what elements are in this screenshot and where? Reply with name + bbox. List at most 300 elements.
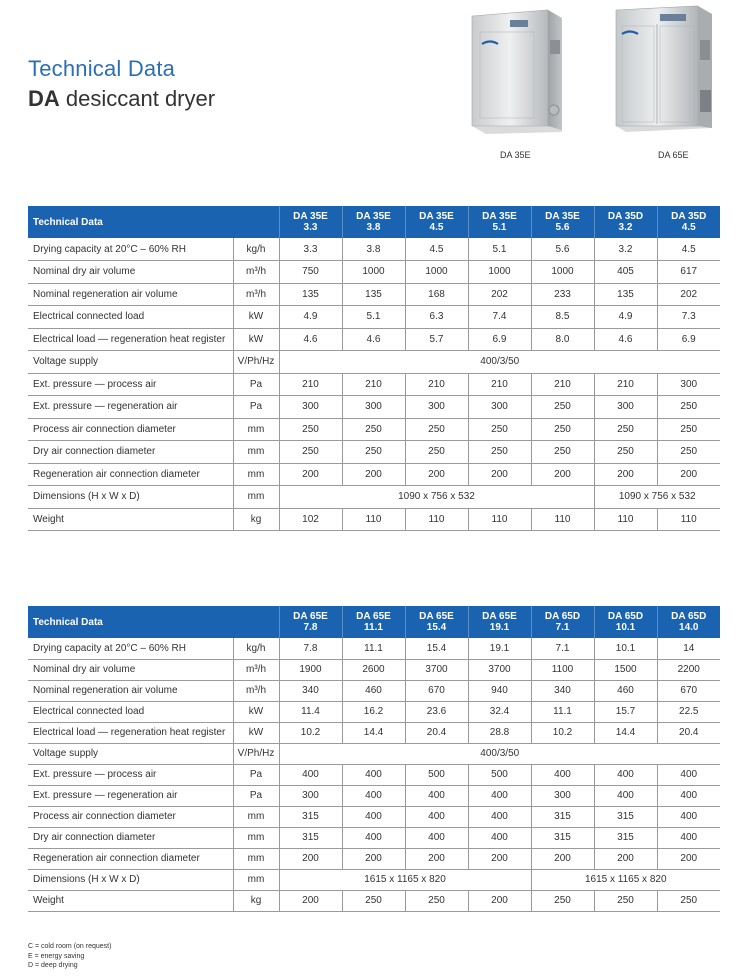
- value-cell: 110: [657, 508, 720, 531]
- product-image-da65e: [612, 4, 720, 166]
- table-row: [28, 680, 720, 701]
- footnotes: [28, 942, 111, 971]
- parameter-label: Electrical connected load: [28, 306, 233, 329]
- value-cell: 200: [279, 848, 342, 869]
- value-cell: 1000: [342, 261, 405, 284]
- value-cell: 400: [594, 785, 657, 806]
- value-cell: 4.6: [279, 328, 342, 351]
- table-row: [28, 869, 720, 890]
- column-header: [405, 206, 468, 238]
- unit-cell: m³/h: [233, 659, 279, 680]
- parameter-label: Dimensions (H x W x D): [28, 869, 233, 890]
- value-cell: 400: [657, 785, 720, 806]
- value-cell: 4.6: [342, 328, 405, 351]
- value-cell: 202: [657, 283, 720, 306]
- parameter-label: Dry air connection diameter: [28, 827, 233, 848]
- table-row: [28, 638, 720, 659]
- value-cell: 210: [594, 373, 657, 396]
- value-cell: 200: [468, 463, 531, 486]
- column-variant: 3.8: [366, 222, 381, 233]
- value-cell: 28.8: [468, 722, 531, 743]
- value-cell: 940: [468, 680, 531, 701]
- table-row: [28, 722, 720, 743]
- parameter-label: Process air connection diameter: [28, 806, 233, 827]
- page-title: Technical Data: [28, 56, 176, 81]
- unit-cell: kW: [233, 328, 279, 351]
- parameter-label: Weight: [28, 508, 233, 531]
- value-cell: 315: [594, 827, 657, 848]
- column-header: [342, 206, 405, 238]
- value-cell: 460: [342, 680, 405, 701]
- unit-cell: mm: [233, 463, 279, 486]
- unit-cell: Pa: [233, 785, 279, 806]
- table-row: [28, 785, 720, 806]
- parameter-label: Nominal regeneration air volume: [28, 283, 233, 306]
- value-cell: 200: [657, 848, 720, 869]
- column-header: [279, 206, 342, 238]
- product-label: DA 35E: [500, 150, 531, 160]
- value-cell: 16.2: [342, 701, 405, 722]
- unit-cell: Pa: [233, 396, 279, 419]
- value-cell: 250: [531, 396, 594, 419]
- table-row: [28, 261, 720, 284]
- value-cell: 405: [594, 261, 657, 284]
- value-cell: 8.0: [531, 328, 594, 351]
- value-cell: 400: [468, 806, 531, 827]
- value-cell: 11.1: [531, 701, 594, 722]
- value-cell: 300: [279, 396, 342, 419]
- value-cell: 6.9: [468, 328, 531, 351]
- value-cell: 400: [468, 827, 531, 848]
- value-cell: 202: [468, 283, 531, 306]
- table-row: [28, 463, 720, 486]
- value-cell: 135: [342, 283, 405, 306]
- column-variant: 15.4: [426, 622, 447, 633]
- value-cell: 15.7: [594, 701, 657, 722]
- parameter-label: Weight: [28, 890, 233, 911]
- footnote: E = energy saving: [28, 952, 85, 960]
- column-model: DA 35E: [482, 211, 517, 222]
- value-cell: 400: [342, 806, 405, 827]
- value-cell: 200: [279, 463, 342, 486]
- value-cell: 315: [594, 806, 657, 827]
- value-cell: 210: [405, 373, 468, 396]
- value-cell: 250: [594, 418, 657, 441]
- unit-cell: kW: [233, 306, 279, 329]
- value-cell: 340: [279, 680, 342, 701]
- unit-cell: kg/h: [233, 238, 279, 261]
- value-cell: 400: [405, 806, 468, 827]
- table-row: [28, 743, 720, 764]
- table-row: [28, 238, 720, 261]
- value-cell: 168: [405, 283, 468, 306]
- value-cell: 2600: [342, 659, 405, 680]
- value-cell: 4.5: [405, 238, 468, 261]
- value-cell: 200: [657, 463, 720, 486]
- column-variant: 5.1: [492, 222, 507, 233]
- value-cell: 1000: [531, 261, 594, 284]
- value-cell: 20.4: [657, 722, 720, 743]
- value-cell: 20.4: [405, 722, 468, 743]
- value-cell: 250: [468, 418, 531, 441]
- column-variant: 10.1: [615, 622, 636, 633]
- value-cell: 5.1: [468, 238, 531, 261]
- value-cell: 4.9: [594, 306, 657, 329]
- value-cell: 11.1: [342, 638, 405, 659]
- value-cell: 400: [405, 827, 468, 848]
- parameter-label: Ext. pressure — regeneration air: [28, 396, 233, 419]
- product-label: DA 65E: [658, 150, 689, 160]
- value-cell: 210: [531, 373, 594, 396]
- value-cell: 135: [594, 283, 657, 306]
- parameter-label: Electrical load — regeneration heat register: [28, 722, 233, 743]
- parameter-label: Dimensions (H x W x D): [28, 486, 233, 509]
- parameter-label: Ext. pressure — process air: [28, 373, 233, 396]
- value-cell: 10.2: [531, 722, 594, 743]
- column-model: DA 35E: [419, 211, 454, 222]
- value-cell: 3.8: [342, 238, 405, 261]
- value-cell: 3700: [405, 659, 468, 680]
- unit-cell: Pa: [233, 373, 279, 396]
- table-header-row: [28, 606, 720, 638]
- table-row: [28, 486, 720, 509]
- value-cell: 300: [594, 396, 657, 419]
- parameter-label: Regeneration air connection diameter: [28, 463, 233, 486]
- value-cell: 670: [405, 680, 468, 701]
- table-row: [28, 373, 720, 396]
- value-cell: 110: [405, 508, 468, 531]
- value-cell: 135: [279, 283, 342, 306]
- value-cell: 400: [279, 764, 342, 785]
- value-cell: 315: [279, 806, 342, 827]
- value-cell: 250: [405, 418, 468, 441]
- page-subtitle: [28, 86, 215, 112]
- value-cell: 15.4: [405, 638, 468, 659]
- merged-value-cell: 1615 x 1165 x 820: [279, 869, 531, 890]
- value-cell: 4.9: [279, 306, 342, 329]
- value-cell: 200: [468, 890, 531, 911]
- value-cell: 340: [531, 680, 594, 701]
- value-cell: 250: [594, 441, 657, 464]
- column-header: [657, 606, 720, 638]
- column-variant: 7.1: [555, 622, 570, 633]
- value-cell: 110: [594, 508, 657, 531]
- value-cell: 250: [657, 396, 720, 419]
- value-cell: 110: [342, 508, 405, 531]
- value-cell: 5.1: [342, 306, 405, 329]
- unit-cell: m³/h: [233, 283, 279, 306]
- value-cell: 750: [279, 261, 342, 284]
- unit-cell: m³/h: [233, 261, 279, 284]
- value-cell: 250: [342, 890, 405, 911]
- value-cell: 11.4: [279, 701, 342, 722]
- value-cell: 8.5: [531, 306, 594, 329]
- table-header-title: Technical Data: [28, 206, 279, 238]
- value-cell: 250: [405, 890, 468, 911]
- column-model: DA 65E: [293, 611, 328, 622]
- value-cell: 400: [594, 764, 657, 785]
- value-cell: 32.4: [468, 701, 531, 722]
- value-cell: 250: [657, 418, 720, 441]
- table-body: [28, 638, 720, 911]
- column-header: [594, 606, 657, 638]
- value-cell: 250: [531, 890, 594, 911]
- value-cell: 5.7: [405, 328, 468, 351]
- table-row: [28, 441, 720, 464]
- value-cell: 400: [342, 785, 405, 806]
- parameter-label: Nominal regeneration air volume: [28, 680, 233, 701]
- value-cell: 200: [594, 848, 657, 869]
- value-cell: 3.3: [279, 238, 342, 261]
- value-cell: 7.1: [531, 638, 594, 659]
- technical-data-table-da65: [28, 606, 720, 912]
- value-cell: 200: [405, 848, 468, 869]
- value-cell: 22.5: [657, 701, 720, 722]
- value-cell: 7.8: [279, 638, 342, 659]
- column-model: DA 65D: [607, 611, 644, 622]
- parameter-label: Drying capacity at 20°C – 60% RH: [28, 238, 233, 261]
- table-row: [28, 396, 720, 419]
- column-variant: 4.5: [429, 222, 444, 233]
- value-cell: 7.3: [657, 306, 720, 329]
- column-model: DA 35E: [356, 211, 391, 222]
- value-cell: 200: [531, 848, 594, 869]
- value-cell: 315: [279, 827, 342, 848]
- value-cell: 250: [657, 441, 720, 464]
- column-variant: 19.1: [489, 622, 510, 633]
- unit-cell: V/Ph/Hz: [233, 743, 279, 764]
- table-row: [28, 283, 720, 306]
- unit-cell: mm: [233, 486, 279, 509]
- unit-cell: kg/h: [233, 638, 279, 659]
- value-cell: 315: [531, 827, 594, 848]
- parameter-label: Dry air connection diameter: [28, 441, 233, 464]
- table-row: [28, 328, 720, 351]
- column-header: [279, 606, 342, 638]
- value-cell: 400: [405, 785, 468, 806]
- value-cell: 400: [657, 806, 720, 827]
- value-cell: 14.4: [342, 722, 405, 743]
- table-row: [28, 890, 720, 911]
- unit-cell: kW: [233, 722, 279, 743]
- table-row: [28, 306, 720, 329]
- column-model: DA 65E: [419, 611, 454, 622]
- merged-value-cell: 1090 x 756 x 532: [279, 486, 594, 509]
- value-cell: 500: [405, 764, 468, 785]
- value-cell: 1500: [594, 659, 657, 680]
- value-cell: 23.6: [405, 701, 468, 722]
- value-cell: 400: [342, 764, 405, 785]
- technical-data-table-da35: [28, 206, 720, 531]
- value-cell: 300: [531, 785, 594, 806]
- value-cell: 1000: [405, 261, 468, 284]
- value-cell: 2200: [657, 659, 720, 680]
- dryer-cabinet-illustration: [612, 4, 718, 134]
- value-cell: 200: [594, 463, 657, 486]
- value-cell: 4.6: [594, 328, 657, 351]
- value-cell: 670: [657, 680, 720, 701]
- value-cell: 250: [279, 441, 342, 464]
- column-header: [531, 206, 594, 238]
- value-cell: 400: [657, 827, 720, 848]
- column-variant: 5.6: [555, 222, 570, 233]
- column-header: [342, 606, 405, 638]
- value-cell: 1100: [531, 659, 594, 680]
- unit-cell: mm: [233, 806, 279, 827]
- value-cell: 110: [531, 508, 594, 531]
- value-cell: 1000: [468, 261, 531, 284]
- unit-cell: Pa: [233, 764, 279, 785]
- column-header: [531, 606, 594, 638]
- parameter-label: Ext. pressure — regeneration air: [28, 785, 233, 806]
- parameter-label: Process air connection diameter: [28, 418, 233, 441]
- value-cell: 3700: [468, 659, 531, 680]
- column-model: DA 35E: [545, 211, 580, 222]
- merged-value-cell: 400/3/50: [279, 743, 720, 764]
- value-cell: 400: [342, 827, 405, 848]
- unit-cell: mm: [233, 869, 279, 890]
- value-cell: 250: [531, 418, 594, 441]
- value-cell: 200: [405, 463, 468, 486]
- value-cell: 250: [405, 441, 468, 464]
- value-cell: 300: [279, 785, 342, 806]
- value-cell: 200: [279, 890, 342, 911]
- value-cell: 250: [342, 441, 405, 464]
- value-cell: 19.1: [468, 638, 531, 659]
- merged-value-cell: 400/3/50: [279, 351, 720, 374]
- column-model: DA 65E: [482, 611, 517, 622]
- value-cell: 5.6: [531, 238, 594, 261]
- table-row: [28, 508, 720, 531]
- parameter-label: Nominal dry air volume: [28, 261, 233, 284]
- value-cell: 210: [468, 373, 531, 396]
- unit-cell: m³/h: [233, 680, 279, 701]
- value-cell: 200: [531, 463, 594, 486]
- column-variant: 11.1: [364, 622, 383, 633]
- unit-cell: mm: [233, 418, 279, 441]
- value-cell: 6.9: [657, 328, 720, 351]
- table-row: [28, 351, 720, 374]
- value-cell: 4.5: [657, 238, 720, 261]
- unit-cell: mm: [233, 441, 279, 464]
- value-cell: 617: [657, 261, 720, 284]
- table-row: [28, 659, 720, 680]
- column-variant: 4.5: [681, 222, 696, 233]
- value-cell: 14.4: [594, 722, 657, 743]
- parameter-label: Regeneration air connection diameter: [28, 848, 233, 869]
- table-header-row: [28, 206, 720, 238]
- value-cell: 315: [531, 806, 594, 827]
- value-cell: 250: [594, 890, 657, 911]
- value-cell: 300: [342, 396, 405, 419]
- table-body: [28, 238, 720, 531]
- value-cell: 7.4: [468, 306, 531, 329]
- unit-cell: mm: [233, 848, 279, 869]
- value-cell: 14: [657, 638, 720, 659]
- column-variant: 3.2: [618, 222, 633, 233]
- column-variant: 7.8: [303, 622, 318, 633]
- parameter-label: Electrical load — regeneration heat register: [28, 328, 233, 351]
- model-name: DA: [28, 86, 60, 111]
- parameter-label: Drying capacity at 20°C – 60% RH: [28, 638, 233, 659]
- merged-value-cell: 1615 x 1165 x 820: [531, 869, 720, 890]
- value-cell: 300: [657, 373, 720, 396]
- column-header: [657, 206, 720, 238]
- unit-cell: kW: [233, 701, 279, 722]
- column-variant: 3.3: [303, 222, 318, 233]
- value-cell: 300: [468, 396, 531, 419]
- value-cell: 250: [279, 418, 342, 441]
- value-cell: 400: [468, 785, 531, 806]
- parameter-label: Ext. pressure — process air: [28, 764, 233, 785]
- parameter-label: Voltage supply: [28, 351, 233, 374]
- column-model: DA 65D: [671, 611, 707, 622]
- dryer-cabinet-illustration: [466, 6, 570, 134]
- merged-value-cell: 1090 x 756 x 532: [594, 486, 720, 509]
- unit-cell: mm: [233, 827, 279, 848]
- unit-cell: kg: [233, 508, 279, 531]
- column-model: DA 35E: [293, 211, 328, 222]
- value-cell: 460: [594, 680, 657, 701]
- value-cell: 210: [279, 373, 342, 396]
- column-model: DA 65E: [356, 611, 391, 622]
- unit-cell: kg: [233, 890, 279, 911]
- table-row: [28, 827, 720, 848]
- value-cell: 6.3: [405, 306, 468, 329]
- table-header-title: Technical Data: [28, 606, 279, 638]
- value-cell: 250: [468, 441, 531, 464]
- column-header: [594, 206, 657, 238]
- column-model: DA 35D: [671, 211, 707, 222]
- unit-cell: V/Ph/Hz: [233, 351, 279, 374]
- value-cell: 102: [279, 508, 342, 531]
- value-cell: 3.2: [594, 238, 657, 261]
- model-description: desiccant dryer: [59, 86, 216, 111]
- value-cell: 200: [342, 848, 405, 869]
- value-cell: 200: [468, 848, 531, 869]
- column-header: [468, 206, 531, 238]
- value-cell: 400: [531, 764, 594, 785]
- column-variant: 14.0: [679, 622, 699, 633]
- value-cell: 300: [405, 396, 468, 419]
- parameter-label: Nominal dry air volume: [28, 659, 233, 680]
- value-cell: 210: [342, 373, 405, 396]
- value-cell: 1900: [279, 659, 342, 680]
- column-header: [468, 606, 531, 638]
- table-row: [28, 806, 720, 827]
- value-cell: 250: [657, 890, 720, 911]
- value-cell: 500: [468, 764, 531, 785]
- table-row: [28, 764, 720, 785]
- value-cell: 250: [342, 418, 405, 441]
- footnote: D = deep drying: [28, 962, 78, 969]
- value-cell: 200: [342, 463, 405, 486]
- value-cell: 250: [531, 441, 594, 464]
- value-cell: 233: [531, 283, 594, 306]
- table-row: [28, 701, 720, 722]
- column-header: [405, 606, 468, 638]
- table-row: [28, 848, 720, 869]
- column-model: DA 65D: [544, 611, 581, 622]
- value-cell: 10.2: [279, 722, 342, 743]
- table-row: [28, 418, 720, 441]
- value-cell: 110: [468, 508, 531, 531]
- column-model: DA 35D: [607, 211, 644, 222]
- parameter-label: Voltage supply: [28, 743, 233, 764]
- product-image-da35e: [466, 6, 570, 166]
- footnote: C = cold room (on request): [28, 943, 112, 950]
- value-cell: 10.1: [594, 638, 657, 659]
